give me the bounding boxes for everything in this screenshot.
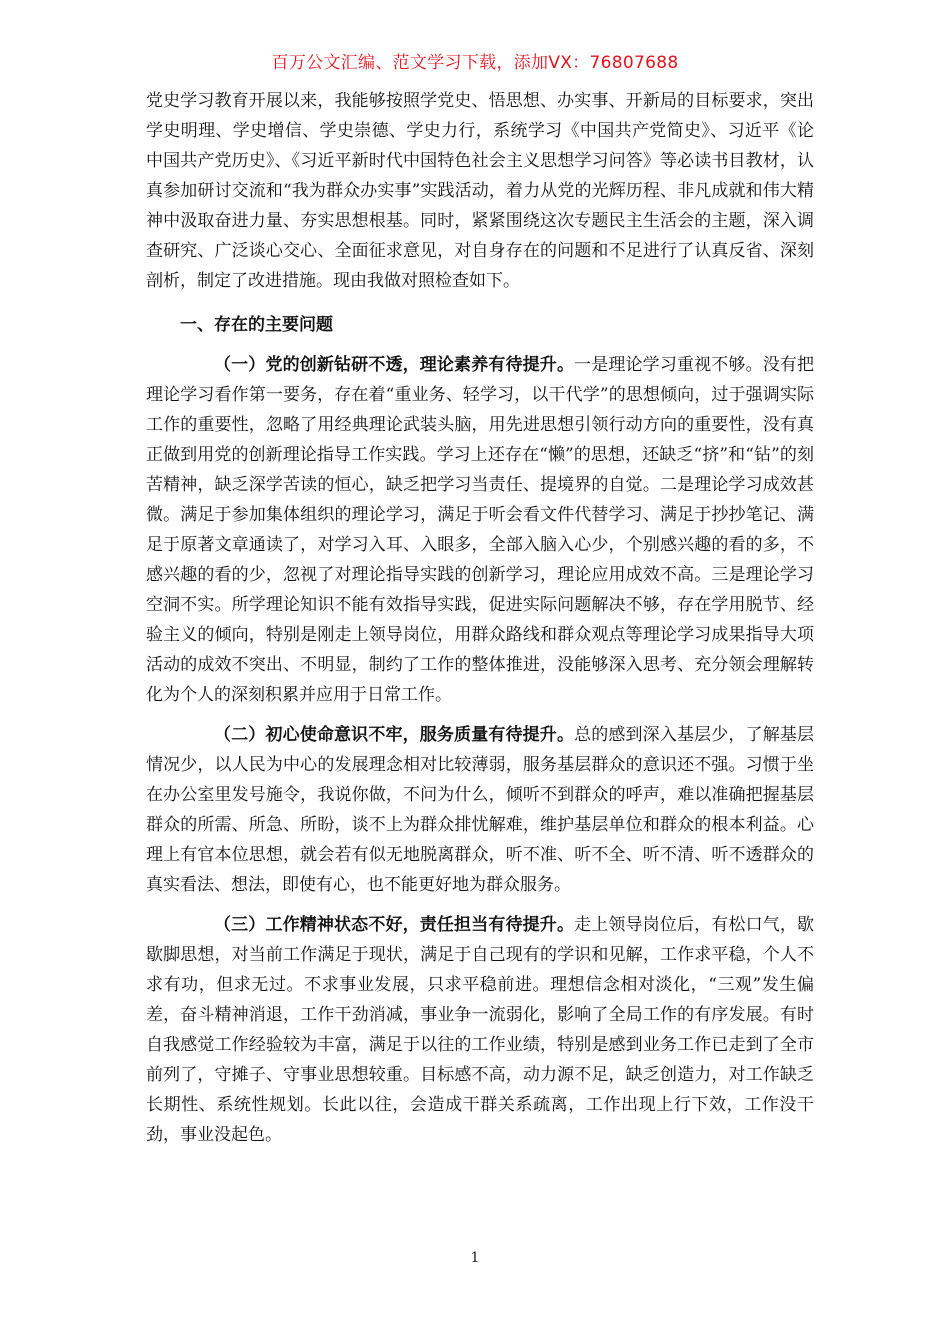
issue-body-3: 走上领导岗位后，有松口气，歇歇脚思想，对当前工作满足于现状，满足于自己现有的学识和见解，工作求平稳，个人不求有功，但求无过。不求事业发展，只求平稳前进。理想信念相对淡化，“三观”发生偏差，奋斗精神消退，工作干劲消减，事业争一流弱化，影响了全局工作的有序发展。有时自我感觉工作经验较为丰富，满足于以往的工作业绩，特别是感到业务工作已走到了全市前列了，守摊子、守事业思想较重。目标感不高，动力源不足，缺乏创造力，对工作缺乏长期性、系统性规划。长此以往，会造成干群关系疏离，工作出现上行下效，工作没干劲，事业没起色。 <box>146 915 815 1145</box>
page-number: 1 <box>470 1250 480 1266</box>
issue-paragraph-3 <box>146 910 814 1150</box>
intro-paragraph: 党史学习教育开展以来，我能够按照学党史、悟思想、办实事、开新局的目标要求，突出学史明理、学史增信、学史崇德、学史力行，系统学习《中国共产党简史》、习近平《论中国共产党历史》、《习近平新时代中国特色社会主义思想学习问答》等必读书目教材，认真参加研讨交流和“我为群众办实事”实践活动，着力从党的光辉历程、非凡成就和伟大精神中汲取奋进力量、夯实思想根基。同时，紧紧围绕这次专题民主生活会的主题，深入调查研究、广泛谈心交心、全面征求意见，对自身存在的问题和不足进行了认真反省、深刻剖析，制定了改进措施。现由我做对照检查如下。 <box>146 91 814 291</box>
section-heading: 一、存在的主要问题 <box>180 315 333 335</box>
document-body <box>146 86 814 1160</box>
header-banner: 百万公文汇编、范文学习下载，添加VX：76807688 <box>271 53 679 73</box>
issue-paragraph-2 <box>146 720 814 900</box>
issue-body-1: 一是理论学习重视不够。没有把理论学习看作第一要务，存在着“重业务、轻学习，以干代学”的思想倾向，过于强调实际工作的重要性，忽略了用经典理论武装头脑，用先进思想引领行动方向的重要性，没有真正做到用党的创新理论指导工作实践。学习上还存在“懒”的思想，还缺乏“挤”和“钻”的刻苦精神，缺乏深学苦读的恒心，缺乏把学习当责任、提境界的自觉。二是理论学习成效甚微。满足于参加集体组织的理论学习，满足于听会看文件代替学习、满足于抄抄笔记、满足于原著文章通读了，对学习入耳、入眼多，全部入脑入心少，个别感兴趣的看的多，不感兴趣的看的少，忽视了对理论指导实践的创新学习，理论应用成效不高。三是理论学习空洞不实。所学理论知识不能有效指导实践，促进实际问题解决不够，存在学用脱节、经验主义的倾向，特别是刚走上领导岗位，用群众路线和群众观点等理论学习成果指导大项活动的成效不突出、不明显，制约了工作的整体推进，没能够深入思考、充分领会理解转化为个人的深刻积累并应用于日常工作。 <box>146 355 815 705</box>
issue-lead-2: （二）初心使命意识不牢，服务质量有待提升。 <box>214 725 575 745</box>
issue-paragraph-1 <box>146 350 814 710</box>
issue-body-2: 总的感到深入基层少，了解基层情况少，以人民为中心的发展理念相对比较薄弱，服务基层群众的意识还不强。习惯于坐在办公室里发号施令，我说你做，不问为什么，倾听不到群众的呼声，难以准确把握基层群众的所需、所急、所盼，谈不上为群众排忧解难，维护基层单位和群众的根本利益。心理上有官本位思想，就会若有似无地脱离群众，听不准、听不全、听不清、听不透群众的真实看法、想法，即使有心，也不能更好地为群众服务。 <box>146 725 815 895</box>
issue-lead-1: （一）党的创新钻研不透，理论素养有待提升。 <box>214 355 575 375</box>
issue-lead-3: （三）工作精神状态不好，责任担当有待提升。 <box>214 915 575 935</box>
